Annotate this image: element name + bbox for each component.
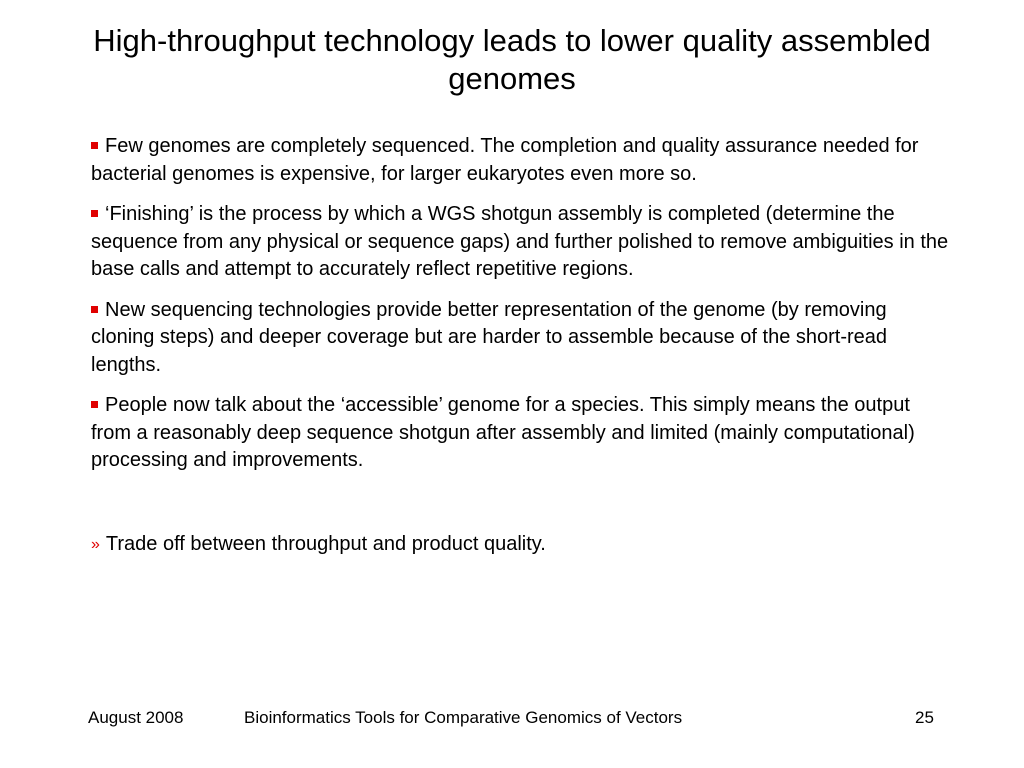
bullet-text: Few genomes are completely sequenced. The completion and quality assurance needed for bacterial genomes is expensive, for larger eukaryotes even more so. <box>91 135 919 185</box>
bullet-item <box>91 133 951 188</box>
sub-bullet-text: Trade off between throughput and product quality. <box>105 532 546 555</box>
footer-date: August 2008 <box>88 708 184 727</box>
slide-title: High-throughput technology leads to lower quality assembled genomes <box>93 23 931 96</box>
bullet-text: People now talk about the ‘accessible’ genome for a species. This simply means the output from a reasonably deep sequence shotgun after assembly and limited (mainly computational) processing and improvements. <box>91 394 915 471</box>
bullet-item <box>91 201 951 284</box>
bullet-item <box>91 392 951 475</box>
bullet-item <box>91 297 951 380</box>
square-bullet-icon <box>91 142 98 149</box>
square-bullet-icon <box>91 210 98 217</box>
bullet-text: New sequencing technologies provide better representation of the genome (by removing cloning steps) and deeper coverage but are harder to assemble because of the short-read lengths. <box>91 298 888 376</box>
page-number: 25 <box>915 708 934 727</box>
sub-bullet-item <box>91 531 951 560</box>
footer-title: Bioinformatics Tools for Comparative Genomics of Vectors <box>244 708 683 727</box>
double-chevron-icon: » <box>91 535 100 553</box>
spacer <box>91 488 951 531</box>
bullet-text: ‘Finishing’ is the process by which a WGS shotgun assembly is completed (determine the sequence from any physical or sequence gaps) and further polished to remove ambiguities in the base calls and attempt to accurately reflect repetitive regions. <box>91 203 949 280</box>
square-bullet-icon <box>91 401 98 408</box>
square-bullet-icon <box>91 306 98 313</box>
slide-body <box>91 133 951 572</box>
